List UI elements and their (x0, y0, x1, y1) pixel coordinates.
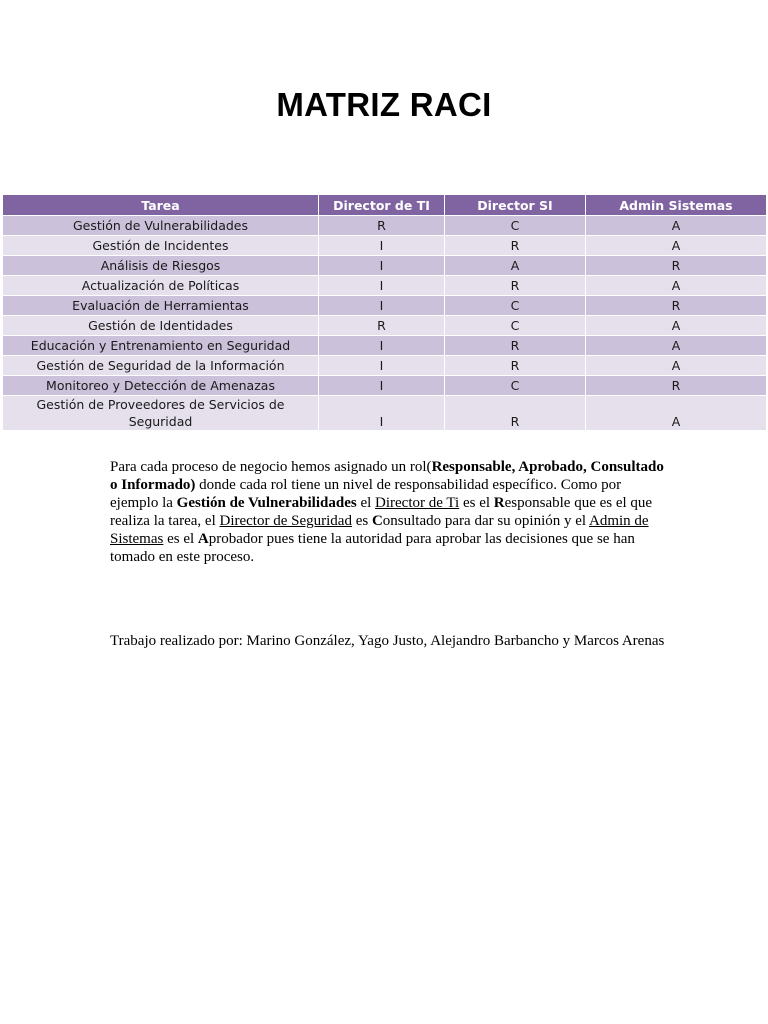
director-si-cell: R (445, 276, 586, 296)
paragraph-text: onsultado para dar su opinión y el (382, 513, 590, 529)
table-row (3, 396, 767, 431)
admin-sistemas-cell: R (586, 256, 767, 276)
paragraph-text: es (351, 513, 372, 529)
admin-sistemas-cell: R (586, 376, 767, 396)
admin-sistemas-cell: A (586, 356, 767, 376)
column-header-director-si: Director SI (445, 195, 586, 216)
column-header-admin-sistemas: Admin Sistemas (586, 195, 767, 216)
director-si-cell: C (445, 316, 586, 336)
director-ti-cell: I (319, 296, 445, 316)
paragraph-text: es el (459, 495, 494, 511)
task-cell: Gestión de Identidades (3, 316, 319, 336)
raci-matrix-table (2, 194, 767, 431)
director-ti-cell: I (319, 396, 445, 431)
admin-sistemas-cell: A (586, 316, 767, 336)
director-si-cell: R (445, 356, 586, 376)
admin-sistemas-cell: A (586, 336, 767, 356)
paragraph-text: el (356, 495, 376, 511)
admin-sistemas-cell: A (586, 236, 767, 256)
table-row (3, 236, 767, 256)
admin-sistemas-cell: A (586, 216, 767, 236)
paragraph-text: Para cada proceso de negocio hemos asignado un rol( (110, 459, 432, 475)
column-header-director-ti: Director de TI (319, 195, 445, 216)
paragraph-underline-admin-sistemas: Admin de Sistemas (110, 513, 649, 547)
director-si-cell: R (445, 396, 586, 431)
table-row (3, 216, 767, 236)
director-si-cell: A (445, 256, 586, 276)
paragraph-bold-letter-a: A (197, 531, 209, 547)
credits-text: Trabajo realizado por: Marino González, Yago Justo, Alejandro Barbancho y Marcos Arenas (110, 633, 665, 649)
task-cell: Gestión de Incidentes (3, 236, 319, 256)
table-row (3, 376, 767, 396)
paragraph-text: esponsable que es el que realiza la tarea, el (110, 495, 653, 529)
director-si-cell: R (445, 336, 586, 356)
task-cell: Educación y Entrenamiento en Seguridad (3, 336, 319, 356)
paragraph-text: es el (163, 531, 198, 547)
task-cell: Gestión de Seguridad de la Información (3, 356, 319, 376)
table-header-row (3, 195, 767, 216)
task-cell: Evaluación de Herramientas (3, 296, 319, 316)
director-ti-cell: R (319, 316, 445, 336)
director-si-cell: C (445, 296, 586, 316)
task-cell: Gestión de Vulnerabilidades (3, 216, 319, 236)
table-row (3, 296, 767, 316)
table-row (3, 336, 767, 356)
admin-sistemas-cell: A (586, 396, 767, 431)
table-row (3, 276, 767, 296)
explanation-paragraph (110, 458, 670, 566)
task-cell: Monitoreo y Detección de Amenazas (3, 376, 319, 396)
paragraph-bold-task: Gestión de Vulnerabilidades (176, 495, 357, 511)
director-ti-cell: I (319, 256, 445, 276)
director-si-cell: R (445, 236, 586, 256)
director-ti-cell: I (319, 376, 445, 396)
paragraph-underline-director-seguridad: Director de Seguridad (219, 513, 352, 529)
document-title: MATRIZ RACI (276, 86, 492, 123)
paragraph-bold-letter-r: R (493, 495, 505, 511)
admin-sistemas-cell: R (586, 296, 767, 316)
paragraph-underline-director-ti: Director de Ti (375, 495, 460, 511)
paragraph-bold-roles: Responsable, Aprobado, Consultado o Informado) (110, 459, 664, 493)
task-cell: Actualización de Políticas (3, 276, 319, 296)
paragraph-bold-letter-c: C (371, 513, 383, 529)
task-cell: Análisis de Riesgos (3, 256, 319, 276)
paragraph-text: donde cada rol tiene un nivel de responsabilidad específico. Como por ejemplo la (110, 477, 622, 511)
director-si-cell: C (445, 216, 586, 236)
director-ti-cell: I (319, 276, 445, 296)
paragraph-text: probador pues tiene la autoridad para aprobar las decisiones que se han tomado en este proceso. (110, 531, 635, 565)
director-ti-cell: I (319, 356, 445, 376)
table-row (3, 356, 767, 376)
table-row (3, 316, 767, 336)
director-ti-cell: I (319, 236, 445, 256)
task-cell: Gestión de Proveedores de Servicios de Seguridad (3, 396, 319, 431)
column-header-tarea: Tarea (3, 195, 319, 216)
table-row (3, 256, 767, 276)
director-ti-cell: I (319, 336, 445, 356)
director-ti-cell: R (319, 216, 445, 236)
director-si-cell: C (445, 376, 586, 396)
admin-sistemas-cell: A (586, 276, 767, 296)
